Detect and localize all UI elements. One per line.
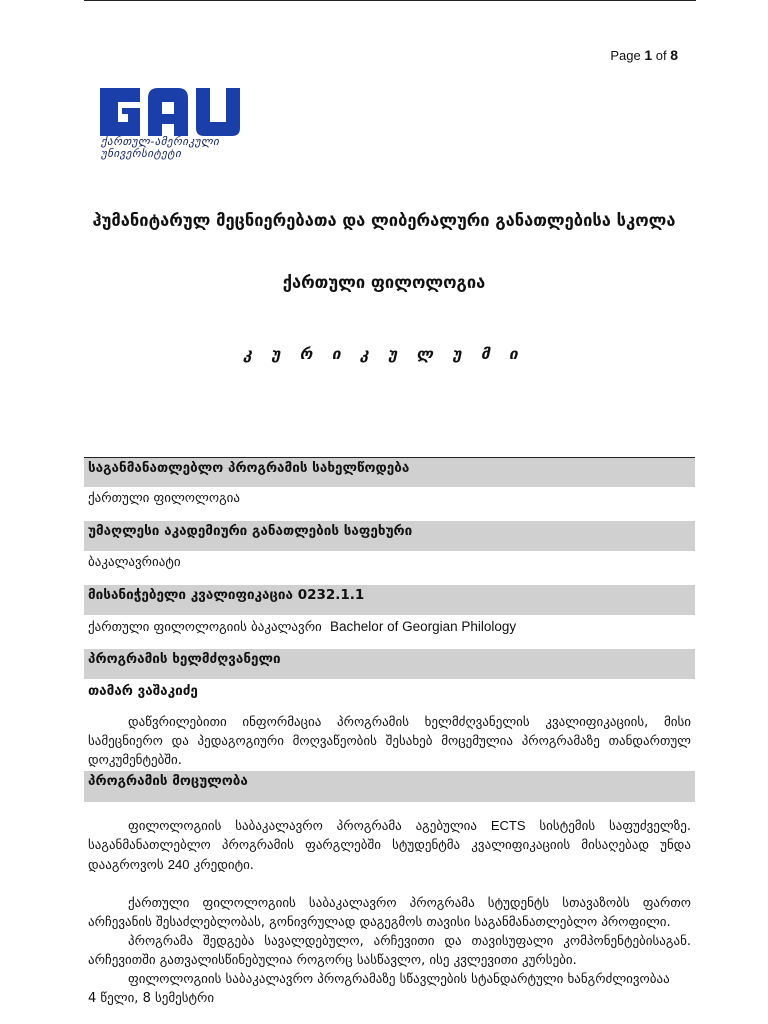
section-heading-volume: პროგრამის მოცულობა [84,771,695,802]
logo-line-1: ქართულ-ამერიკული [101,135,220,148]
section-heading-qualification: მისანიჭებელი კვალიფიკაცია 0232.1.1 [84,585,695,615]
program-name-value: ქართული ფილოლოგია [88,491,240,506]
page-number: Page 1 of 8 [610,47,678,63]
curriculum-title: კ უ რ ი კ უ ლ უ მ ი [243,345,525,363]
volume-paragraph-1: ფილოლოგიის საბაკალავრო პროგრამა აგებულია ECTS სისტემის საფუძველზე. საგანმანათლებლო პროგრამის ფარგლებში სტუდენტმა კვალიფიკაციის მისაღებად უნდა დააგროვოს 240 კრედიტი. [88,818,691,873]
section-heading-program-head: პროგრამის ხელმძღვანელი [84,649,695,679]
top-rule [84,0,696,1]
school-title: ჰუმანიტარულ მეცნიერებათა და ლიბერალური განათლებისა სკოლა [92,211,676,230]
volume-paragraph-4: ფილოლოგიის საბაკალავრო პროგრამაზე სწავლების სტანდარტული ხანგრძლივობაა [128,972,670,987]
section-heading-program-name: საგანმანათლებლო პროგრამის სახელწოდება [84,457,695,487]
volume-paragraph-2: ქართული ფილოლოგიის საბაკალავრო პროგრამა სტუდენტს სთავაზობს ფართო არჩევანის შესაძლებლობას, გონივრულად დაგეგმოს თავისი საგანმანათლებლო პროფილი. [88,896,691,930]
section-heading-level: უმაღლესი აკადემიური განათლების საფეხური [84,521,695,551]
program-head-paragraph: დაწვრილებითი ინფორმაცია პროგრამის ხელმძღვანელის კვალიფიკაციის, მისი სამეცნიერო და პედაგოგიური მოღვაწეობის შესახებ მოცემულია პროგრამაზე თანდართულ დოკუმენტებში. [88,715,691,768]
level-value: ბაკალავრიატი [88,555,181,570]
volume-paragraph-5: 4 წელი, 8 სემესტრი [88,991,215,1006]
volume-paragraph-3: პროგრამა შედგება სავალდებულო, არჩევითი და თავისუფალი კომპონენტებისაგან. არჩევითში გათვალისწინებულია როგორც სასწავლო, ისე კვლევითი კურსები. [88,934,691,968]
gau-logo-mark [92,84,252,136]
program-head-name: თამარ ვაშაკიძე [88,683,198,699]
qualification-value: ქართული ფილოლოგიის ბაკალავრი Bachelor of Georgian Philology [88,619,517,635]
logo-line-2: უნივერსიტეტი [101,147,182,160]
program-title: ქართული ფილოლოგია [282,273,486,292]
document-body [84,457,695,1008]
university-logo [92,84,252,169]
